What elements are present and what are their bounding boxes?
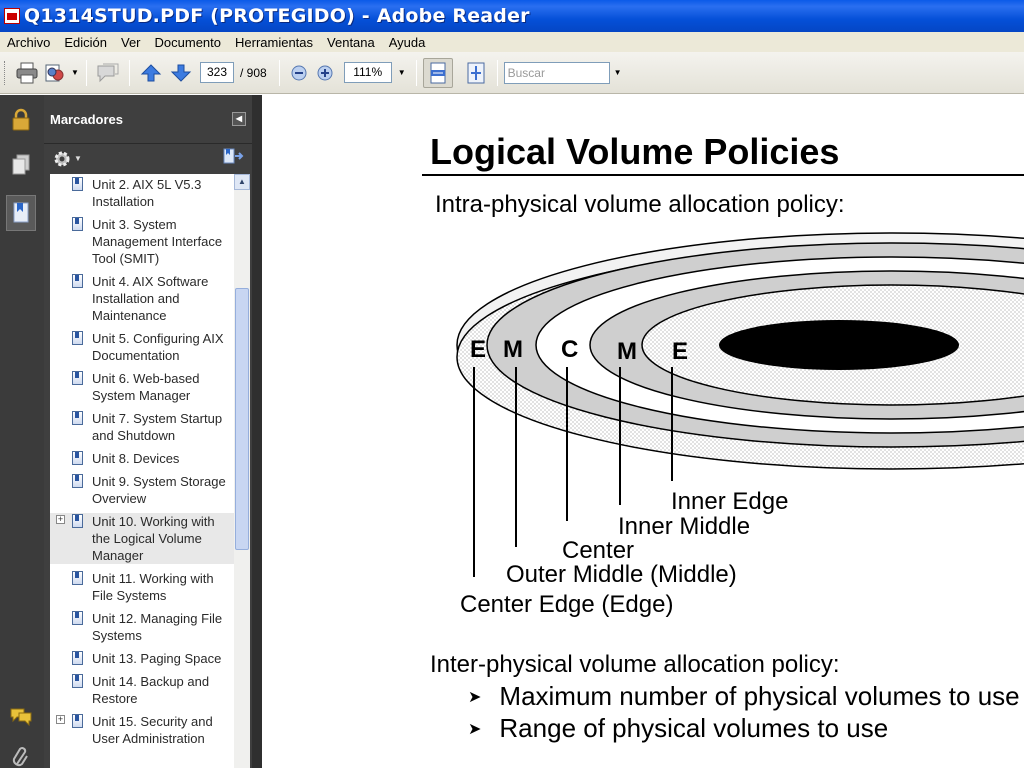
menu-archivo[interactable]: Archivo [7, 34, 51, 50]
fit-page-button[interactable] [461, 58, 491, 88]
window-title: Q1314STUD.PDF (PROTEGIDO) - Adobe Reader [24, 5, 530, 27]
zoom-out-icon [290, 64, 308, 82]
collaborate-icon [43, 62, 67, 84]
bookmark-icon [72, 611, 83, 625]
page-number-input[interactable]: 323 [200, 62, 234, 83]
paperclip-icon [11, 744, 31, 768]
collaborate-button[interactable] [42, 58, 80, 88]
bookmarks-button[interactable] [6, 195, 36, 231]
bullet-arrow-icon: ➤ [468, 721, 482, 738]
pages-icon [10, 153, 32, 177]
fit-width-icon [428, 61, 448, 85]
adobe-reader-icon [4, 8, 20, 24]
bookmark-label: Unit 7. System Startup and Shutdown [92, 411, 223, 443]
bookmark-item[interactable] [50, 176, 234, 210]
toolbar-separator [129, 60, 130, 86]
zoom-out-button[interactable] [286, 58, 312, 88]
bookmark-icon [72, 177, 83, 191]
bookmark-icon [72, 451, 83, 465]
bullet-text: Maximum number of physical volumes to use [499, 681, 1020, 711]
options-button[interactable] [52, 149, 82, 169]
bookmark-icon [72, 217, 83, 231]
bookmark-icon [72, 674, 83, 688]
toolbar [0, 52, 1024, 94]
comment-icon [95, 62, 121, 84]
security-button[interactable] [6, 105, 36, 135]
ring-letter-c: C [561, 336, 579, 363]
pages-button[interactable] [6, 150, 36, 180]
print-button[interactable] [12, 58, 42, 88]
navigation-pane-strip [0, 95, 44, 768]
chevron-down-icon: ▼ [74, 154, 82, 163]
arrow-up-icon [140, 63, 162, 83]
bookmark-item[interactable] [50, 513, 234, 564]
bookmark-item[interactable] [50, 610, 234, 644]
menu-ventana[interactable]: Ventana [327, 34, 375, 50]
intra-policy-label: Intra-physical volume allocation policy: [435, 191, 845, 218]
bookmark-expand-icon [222, 147, 244, 165]
print-icon [15, 62, 39, 84]
zoom-in-icon [316, 64, 334, 82]
bookmark-item[interactable] [50, 370, 234, 404]
menu-bar [0, 32, 1024, 52]
comments-icon [9, 706, 33, 726]
ring-letter-e-inner: E [672, 338, 689, 365]
menu-ver[interactable]: Ver [121, 34, 141, 50]
bookmark-item[interactable] [50, 570, 234, 604]
fit-page-icon [465, 61, 487, 85]
comments-button[interactable] [6, 701, 36, 731]
ring-letter-m-inner: M [617, 338, 637, 365]
page-heading: Logical Volume Policies [430, 131, 840, 172]
menu-ayuda[interactable]: Ayuda [388, 34, 426, 50]
panel-splitter[interactable] [252, 95, 262, 768]
bookmark-icon [72, 571, 83, 585]
attachments-button[interactable] [6, 741, 36, 771]
bookmark-icon [72, 371, 83, 385]
bookmark-label: Unit 9. System Storage Overview [92, 474, 226, 506]
bookmark-label: Unit 11. Working with File Systems [92, 571, 214, 603]
bullet-item [468, 713, 888, 744]
callout-outer-middle: Outer Middle (Middle) [506, 561, 737, 588]
bookmarks-header [44, 95, 252, 143]
bookmarks-scrollbar[interactable] [234, 174, 250, 768]
document-view [262, 95, 1024, 768]
bookmark-item[interactable] [50, 473, 234, 507]
toolbar-separator [279, 60, 280, 86]
previous-page-button[interactable] [136, 58, 166, 88]
comment-button[interactable] [93, 58, 123, 88]
bookmarks-list [50, 174, 234, 768]
search-input[interactable]: Buscar [504, 62, 610, 84]
expand-icon[interactable]: + [57, 514, 64, 524]
bookmarks-toolbar [44, 143, 252, 173]
zoom-dropdown-icon[interactable]: ▼ [397, 68, 406, 77]
bookmark-icon [72, 514, 83, 528]
inter-policy-label: Inter-physical volume allocation policy: [430, 651, 840, 678]
bookmark-label: Unit 12. Managing File Systems [92, 611, 223, 643]
scrolling-mode-button[interactable] [423, 58, 453, 88]
toolbar-separator [86, 60, 87, 86]
bookmark-item[interactable] [50, 273, 234, 324]
bookmark-icon [10, 201, 32, 225]
bullet-arrow-icon: ➤ [468, 689, 482, 706]
menu-edicion[interactable]: Edición [64, 34, 107, 50]
collapse-panel-button[interactable]: ◀ [232, 112, 246, 126]
bookmark-icon [72, 714, 83, 728]
zoom-in-button[interactable] [312, 58, 338, 88]
bookmark-item[interactable] [50, 713, 234, 747]
page-count: / 908 [240, 65, 267, 80]
bookmarks-title: Marcadores [50, 111, 123, 127]
bookmark-icon [72, 331, 83, 345]
search-dropdown-icon[interactable]: ▼ [613, 68, 622, 77]
expand-icon[interactable]: + [57, 714, 64, 724]
bookmark-item[interactable] [50, 650, 234, 667]
scrollbar-thumb[interactable] [235, 288, 249, 550]
bookmark-label: Unit 3. System Management Interface Tool (SMIT) [92, 217, 223, 266]
bookmark-icon [72, 474, 83, 488]
bookmark-icon [72, 411, 83, 425]
bookmark-label: Unit 2. AIX 5L V5.3 Installation [92, 177, 202, 209]
ring-letter-e-outer: E [470, 336, 487, 363]
toolbar-separator [416, 60, 417, 86]
toolbar-separator [497, 60, 498, 86]
next-page-button[interactable] [166, 58, 196, 88]
bookmark-item[interactable] [50, 410, 234, 444]
bookmark-label: Unit 14. Backup and Restore [92, 674, 210, 706]
bookmark-icon [72, 651, 83, 665]
menu-herramientas[interactable]: Herramientas [235, 34, 314, 50]
expand-bookmark-button[interactable] [222, 147, 244, 170]
arrow-down-icon [170, 63, 192, 83]
callout-inner-middle: Inner Middle [618, 513, 751, 540]
lock-icon [11, 108, 31, 132]
spindle-hole [719, 320, 959, 370]
bookmark-label: Unit 6. Web-based System Manager [92, 371, 200, 403]
bookmark-label: Unit 10. Working with the Logical Volume Manager [92, 514, 215, 563]
callout-center-edge: Center Edge (Edge) [460, 591, 674, 618]
toolbar-grip[interactable] [4, 61, 7, 85]
bookmark-item[interactable] [50, 450, 234, 467]
bullet-item [468, 681, 1020, 712]
bookmark-label: Unit 4. AIX Software Installation and Maintenance [92, 274, 209, 323]
bullet-text: Range of physical volumes to use [499, 713, 889, 743]
title-bar [0, 0, 1024, 32]
gear-icon [52, 149, 72, 169]
bookmark-label: Unit 5. Configuring AIX Documentation [92, 331, 224, 363]
scroll-up-icon[interactable]: ▲ [234, 174, 250, 190]
bookmark-item[interactable] [50, 216, 234, 267]
menu-documento[interactable]: Documento [154, 34, 221, 50]
callout-center: Center [562, 537, 635, 564]
zoom-level-input[interactable]: 111% [344, 62, 392, 83]
bookmarks-panel [44, 95, 252, 768]
bookmark-item[interactable] [50, 330, 234, 364]
bookmark-label: Unit 15. Security and User Administration [92, 714, 213, 746]
ring-letter-m-outer: M [503, 336, 523, 363]
bookmark-icon [72, 274, 83, 288]
bookmark-label: Unit 13. Paging Space [92, 651, 222, 666]
bookmark-label: Unit 8. Devices [92, 451, 180, 466]
bookmark-item[interactable] [50, 673, 234, 707]
collaborate-dropdown-icon[interactable]: ▼ [71, 68, 79, 77]
callout-inner-edge: Inner Edge [671, 488, 789, 515]
